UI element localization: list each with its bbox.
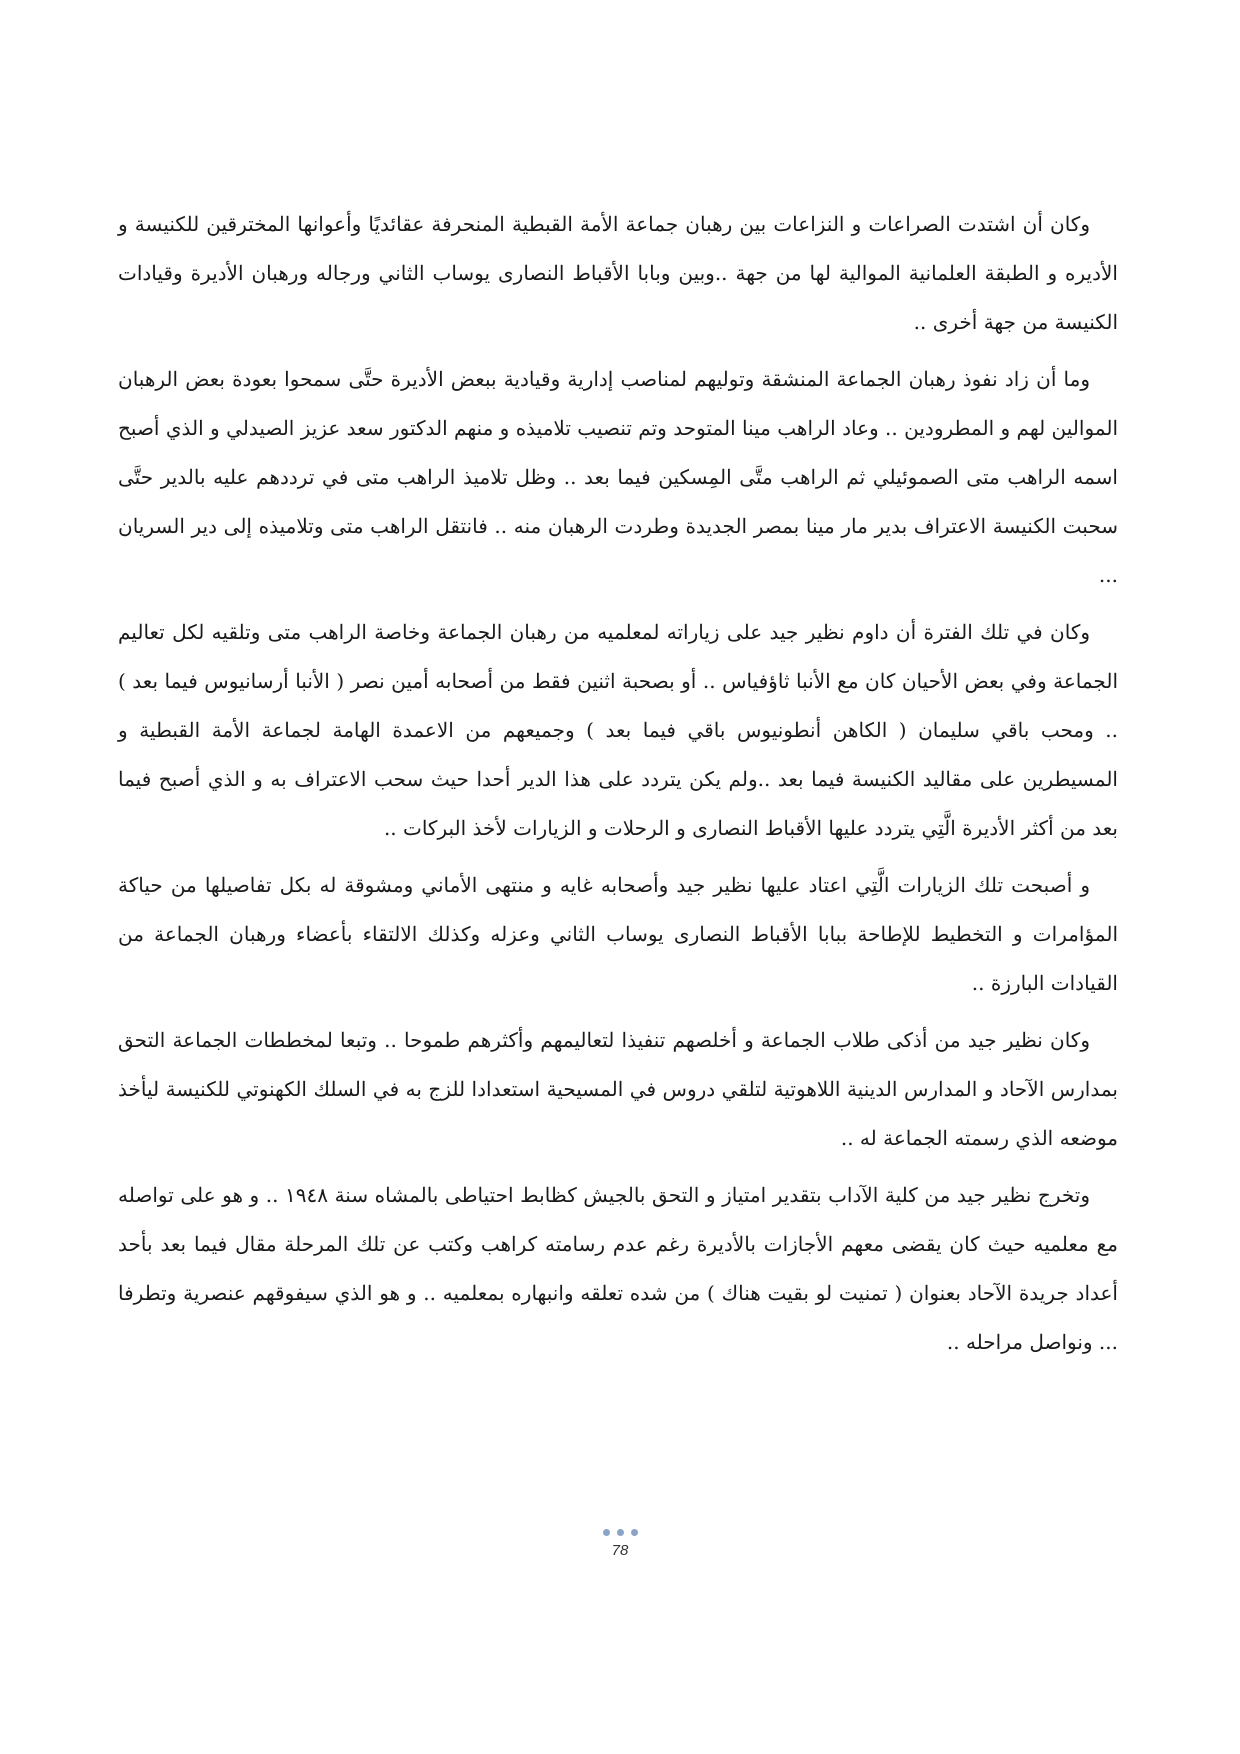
- paragraph-6: وتخرج نظير جيد من كلية الآداب بتقدير امتياز و التحق بالجيش كظابط احتياطى بالمشاه سنة ١٩٤٨ .. و هو على تواصله مع معلميه حيث كان يقضى معهم الأجازات بالأديرة رغم عدم رسامته كراهب وكتب عن تلك المرحلة مقال فيما بعد بأحد أعداد جريدة الآحاد بعنوان ( تمنيت لو بقيت هناك ) من شده تعلقه وانبهاره بمعلميه .. و هو الذي سيفوقهم عنصرية وتطرفا ... ونواصل مراحله ..: [118, 1183, 1118, 1354]
- paragraph-1: وكان أن اشتدت الصراعات و النزاعات بين رهبان جماعة الأمة القبطية المنحرفة عقائديًا وأعوانها المخترقين للكنيسة و الأديره و الطبقة العلمانية الموالية لها من جهة ..وبين وبابا الأقباط النصارى يوساب الثاني ورجاله ورهبان الأديرة وقيادات الكنيسة من جهة أخرى ..: [118, 212, 1118, 334]
- paragraph-5: وكان نظير جيد من أذكى طلاب الجماعة و أخلصهم تنفيذا لتعاليمهم وأكثرهم طموحا .. وتبعا لمخططات الجماعة التحق بمدارس الآحاد و المدارس الدينية اللاهوتية لتلقي دروس في المسيحية استعدادا للزج به في السلك الكهنوتي للكنيسة ليأخذ موضعه الذي رسمته الجماعة له ..: [118, 1028, 1118, 1150]
- paragraph-2: وما أن زاد نفوذ رهبان الجماعة المنشقة وتوليهم لمناصب إدارية وقيادية ببعض الأديرة حتَّى سمحوا بعودة بعض الرهبان الموالين لهم و المطرودين .. وعاد الراهب مينا المتوحد وتم تنصيب تلاميذه و منهم الدكتور سعد عزيز الصيدلي و الذي أصبح اسمه الراهب متى الصموئيلي ثم الراهب متَّى المِسكين فيما بعد .. وظل تلاميذ الراهب متى في ترددهم عليه بالدير حتَّى سحبت الكنيسة الاعتراف بدير مار مينا بمصر الجديدة وطردت الرهبان منه .. فانتقل الراهب متى وتلاميذه إلى دير السريان ...: [118, 367, 1118, 587]
- page-body: [118, 200, 1118, 1375]
- paragraph-3: وكان في تلك الفترة أن داوم نظير جيد على زياراته لمعلميه من رهبان الجماعة وخاصة الراهب متى وتلقيه لكل تعاليم الجماعة وفي بعض الأحيان كان مع الأنبا ثاؤفياس .. أو بصحبة اثنين فقط من أصحابه أمين نصر ( الأنبا أرسانيوس فيما بعد ) .. ومحب باقي سليمان ( الكاهن أنطونيوس باقي فيما بعد ) وجميعهم من الاعمدة الهامة لجماعة الأمة القبطية و المسيطرين على مقاليد الكنيسة فيما بعد ..ولم يكن يتردد على هذا الدير أحدا حيث سحب الاعتراف به و الذي أصبح فيما بعد من أكثر الأديرة الَّتِي يتردد عليها الأقباط النصارى و الرحلات و الزيارات لأخذ البركات ..: [118, 620, 1118, 840]
- three-dots-ornament-icon: [603, 1529, 638, 1536]
- dot-icon: [617, 1529, 624, 1536]
- dot-icon: [631, 1529, 638, 1536]
- paragraph-4: و أصبحت تلك الزيارات الَّتِي اعتاد عليها نظير جيد وأصحابه غايه و منتهى الأماني ومشوقة له بكل تفاصيلها من حياكة المؤامرات و التخطيط للإطاحة ببابا الأقباط النصارى يوساب الثاني وعزله وكذلك الالتقاء بأعضاء ورهبان الجماعة من القيادات البارزة ..: [118, 873, 1118, 995]
- page-number: 78: [611, 1542, 629, 1559]
- dot-icon: [603, 1529, 610, 1536]
- page-footer: [0, 1521, 1240, 1559]
